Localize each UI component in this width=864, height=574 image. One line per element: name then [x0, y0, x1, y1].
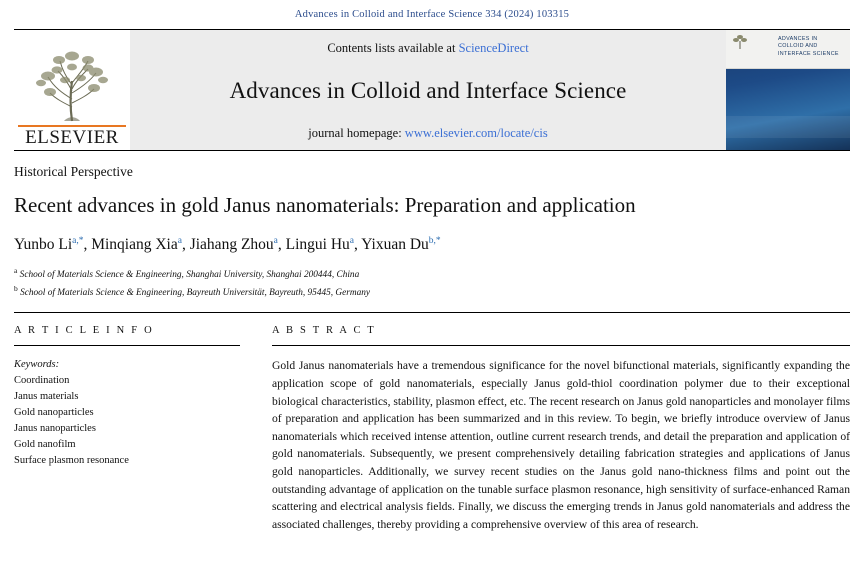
- elsevier-wordmark: ELSEVIER: [18, 125, 126, 148]
- affiliation-list: [14, 254, 850, 300]
- abstract-heading: A B S T R A C T: [272, 325, 376, 337]
- journal-masthead: [14, 29, 850, 151]
- abstract-column: [254, 325, 850, 533]
- journal-homepage-link[interactable]: www.elsevier.com/locate/cis: [404, 126, 548, 140]
- journal-banner: [130, 30, 726, 150]
- affiliation-text: School of Materials Science & Engineering, Bayreuth Universität, Bayreuth, 95445, Germany: [20, 288, 371, 298]
- article-info-column: [14, 325, 254, 533]
- keyword-item: Surface plasmon resonance: [14, 455, 129, 467]
- cover-header-band: [726, 30, 850, 69]
- author-affiliation-mark: a,*: [72, 236, 84, 247]
- elsevier-logo: [14, 30, 130, 150]
- affiliation-item: [14, 283, 850, 301]
- elsevier-tree-icon: [26, 47, 118, 125]
- homepage-prefix: journal homepage:: [308, 126, 402, 140]
- article-body: [14, 313, 850, 533]
- article-type: Historical Perspective: [14, 164, 133, 179]
- journal-cover-thumbnail: [726, 30, 850, 150]
- journal-title: Advances in Colloid and Interface Science: [229, 78, 627, 103]
- author-name: Jiahang Zhou: [189, 236, 274, 254]
- keyword-item: Janus materials: [14, 391, 79, 403]
- abstract-text: Gold Janus nanomaterials have a tremendous significance for the novel bifunctional materials, significantly expanding the application scope of gold nanomaterials, especially Janus gold-thiol coordination polymer due to their exceptional biological characteristics, stability, plasmon effect, etc. The recent research on Janus gold nanoparticles and monolayer films of preparation and application has been summarized and in this review. To begin, we briefly introduce overview of Janus nanomaterials which received intense attention, outline current research trends, and detail the preparation and application of gold nanomaterials. Subsequently, we present comprehensively detailing fabrication strategies and applications of Janus gold nanoparticles. Additionally, we survey recent studies on the Janus gold nano-thickness films and point out the outstanding advantage of application on the tunable surface plasmon resonance, high sensitivity of surface-enhanced Raman scattering and electrical analysis fields. Finally, we discuss the emerging trends in Janus gold nanomaterials and address the associated challenges, thereby providing a comprehensive overview of this area of research.: [272, 359, 850, 531]
- author-affiliation-mark: a: [177, 236, 182, 247]
- keywords-label: Keywords:: [14, 359, 60, 371]
- author-name: Lingui Hu: [285, 236, 350, 254]
- author-name: Yixuan Du: [361, 236, 429, 254]
- running-head: Advances in Colloid and Interface Science 334 (2024) 103315: [294, 9, 570, 20]
- author-name: Minqiang Xia: [91, 236, 178, 254]
- keyword-item: Coordination: [14, 375, 70, 387]
- keyword-item: Gold nanoparticles: [14, 407, 94, 419]
- sciencedirect-link[interactable]: ScienceDirect: [458, 41, 529, 55]
- affiliation-text: School of Materials Science & Engineering, Shanghai University, Shanghai 200444, China: [19, 270, 360, 281]
- cover-elsevier-tree-icon: [732, 34, 748, 50]
- keyword-item: Gold nanofilm: [14, 439, 76, 451]
- cover-lower-band: [726, 116, 850, 138]
- author-affiliation-mark: a: [349, 236, 355, 247]
- contents-prefix: Contents lists available at: [327, 41, 456, 55]
- author-list: Yunbo Li$^{a,*}$, Minqiang Xia$^a$, Jiahang Zhou$^a$, Lingui Hu$^a$, Yixuan Du$^{b,*}$: [14, 236, 441, 254]
- keyword-item: Janus nanoparticles: [14, 423, 96, 435]
- article-info-heading: A R T I C L E I N F O: [14, 325, 154, 337]
- contents-available-line: [327, 41, 528, 56]
- affiliation-mark: a: [14, 266, 18, 276]
- article-header: [14, 151, 850, 300]
- page-title: Recent advances in gold Janus nanomaterials: Preparation and application: [14, 193, 636, 217]
- affiliation-item: [14, 265, 850, 283]
- author-affiliation-mark: b,*: [428, 236, 441, 247]
- affiliation-mark: b: [14, 283, 18, 293]
- journal-homepage-line: [308, 126, 547, 141]
- cover-journal-name: ADVANCES IN COLLOID AND INTERFACE SCIENCE: [778, 36, 839, 57]
- keywords-list: [14, 370, 240, 469]
- author-affiliation-mark: a: [273, 236, 278, 247]
- author-name: Yunbo Li: [14, 236, 73, 254]
